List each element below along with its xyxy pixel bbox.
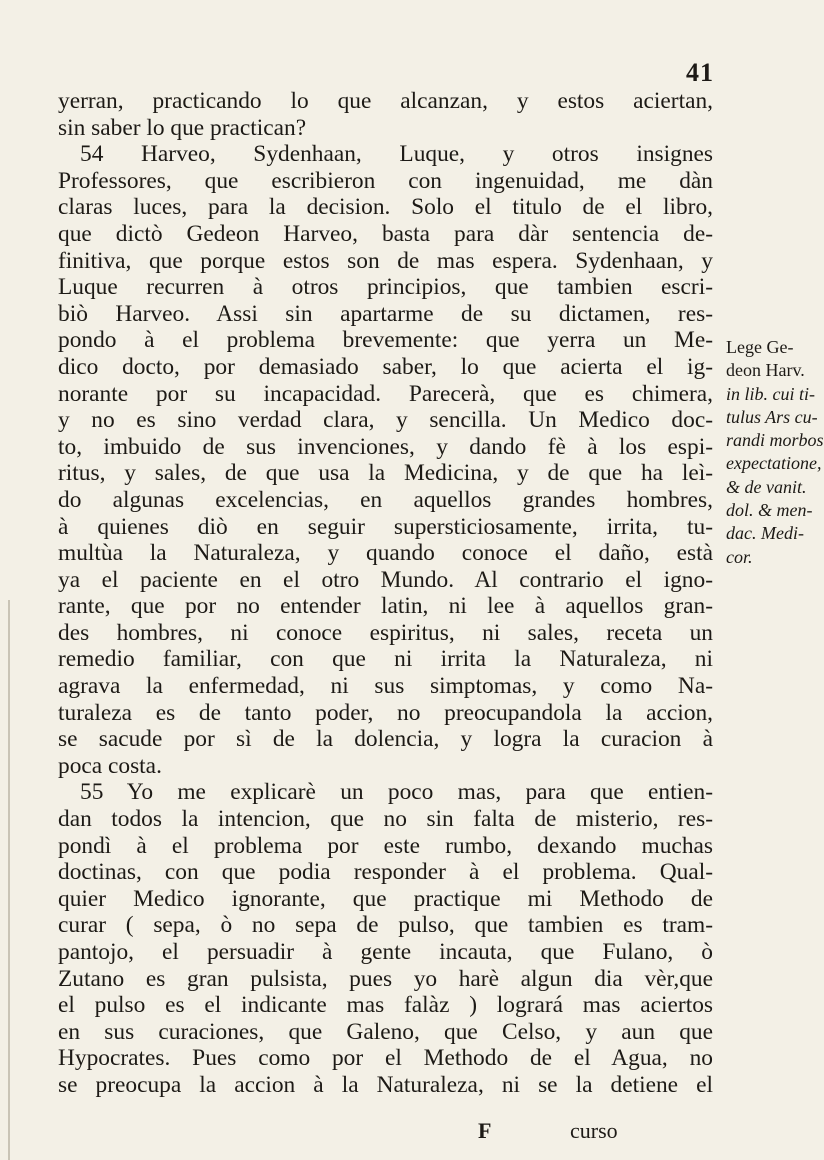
text-line: biò Harveo. Assi sin apartarme de su dictamen, res- xyxy=(58,300,713,327)
text-line: doctinas, con que podia responder à el problema. Qual- xyxy=(58,859,713,886)
text-line: rante, que por no entender latin, ni lee à aquellos gran- xyxy=(58,593,713,620)
text-line: to, imbuido de sus invenciones, y dando fè à los espi- xyxy=(58,433,713,460)
text-line: do algunas excelencias, en aquellos grandes hombres, xyxy=(58,486,713,513)
text-line: norante por su incapacidad. Parecerà, que es chimera, xyxy=(58,380,713,407)
body-text xyxy=(58,88,713,1099)
paragraph-55-start: 55 Yo me explicarè un poco mas, para que entien- xyxy=(80,779,713,806)
text-line: que dictò Gedeon Harveo, basta para dàr sentencia de- xyxy=(58,220,713,247)
text-line: finitiva, que porque estos son de mas espera. Sydenhaan, y xyxy=(58,247,713,274)
text-line: dan todos la intencion, que no sin falta de misterio, res- xyxy=(58,806,713,833)
margin-note-line: randi morbos xyxy=(726,430,824,451)
text-line: pondo à el problema brevemente: que yerra un Me- xyxy=(58,327,713,354)
paragraph-54-start: 54 Harveo, Sydenhaan, Luque, y otros insignes xyxy=(80,141,713,168)
text-line: multùa la Naturaleza, y quando conoce el daño, està xyxy=(58,540,713,567)
margin-note-line: tulus Ars cu- xyxy=(726,406,818,427)
margin-note-line: cor. xyxy=(726,546,753,567)
text-line: claras luces, para la decision. Solo el titulo de el libro, xyxy=(58,194,713,221)
text-line: ya el paciente en el otro Mundo. Al contrario el igno- xyxy=(58,566,713,593)
text-line: Hypocrates. Pues como por el Methodo de el Agua, no xyxy=(58,1045,713,1072)
text-line: pondì à el problema por este rumbo, dexando muchas xyxy=(58,832,713,859)
text-line: dico docto, por demasiado saber, lo que acierta el ig- xyxy=(58,353,713,380)
margin-note xyxy=(726,336,824,569)
text-line: Professores, que escribieron con ingenuidad, me dàn xyxy=(58,167,713,194)
text-line: poca costa. xyxy=(58,752,162,779)
margin-note-line: dac. Medi- xyxy=(726,523,804,544)
text-line: curar ( sepa, ò no sepa de pulso, que tambien es tram- xyxy=(58,912,713,939)
margin-note-line: Lege Ge- xyxy=(726,337,794,357)
signature-mark: F xyxy=(478,1118,492,1143)
text-line: remedio familiar, con que ni irrita la Naturaleza, ni xyxy=(58,646,713,673)
text-line: turaleza es de tanto poder, no preocupandola la accion, xyxy=(58,699,713,726)
text-line: pantojo, el persuadir à gente incauta, que Fulano, ò xyxy=(58,939,713,965)
text-line: en sus curaciones, que Galeno, que Celso, y aun que xyxy=(58,1018,713,1045)
text-line: à quienes diò en seguir supersticiosamente, irrita, tu- xyxy=(58,513,713,540)
gutter-shadow xyxy=(8,600,10,1160)
text-line: agrava la enfermedad, ni sus simptomas, y como Na- xyxy=(58,673,713,700)
text-line: el pulso es el indicante mas falàz ) logrará mas aciertos xyxy=(58,992,713,1019)
page-number: 41 xyxy=(686,58,714,87)
margin-note-line: dol. & men- xyxy=(726,500,813,521)
text-line: se preocupa la accion à la Naturaleza, ni se la detiene el xyxy=(58,1071,713,1098)
text-line: se sacude por sì de la dolencia, y logra la curacion à xyxy=(58,726,713,753)
margin-note-line: expectatione, xyxy=(726,453,822,474)
text-line: yerran, practicando lo que alcanzan, y estos aciertan, xyxy=(58,88,713,114)
margin-note-line: & de vanit. xyxy=(726,476,807,497)
text-line: des hombres, ni conoce espiritus, ni sales, receta un xyxy=(58,619,713,646)
catchword: cursо xyxy=(570,1118,618,1143)
margin-note-line: in lib. cui ti- xyxy=(726,383,815,404)
text-line: Zutano es gran pulsista, pues yo harè algun dia vèr,que xyxy=(58,965,713,992)
text-line: quier Medico ignorante, que practique mi Methodo de xyxy=(58,885,713,912)
text-line: sin saber lo que practican? xyxy=(58,114,307,141)
text-line: Luque recurren à otros principios, que tambien escri- xyxy=(58,274,713,301)
text-line: ritus, y sales, de que usa la Medicina, y de que ha leì- xyxy=(58,460,713,487)
text-line: y no es sino verdad clara, y sencilla. Un Medico doc- xyxy=(58,407,713,434)
margin-note-line: deon Harv. xyxy=(726,360,805,381)
